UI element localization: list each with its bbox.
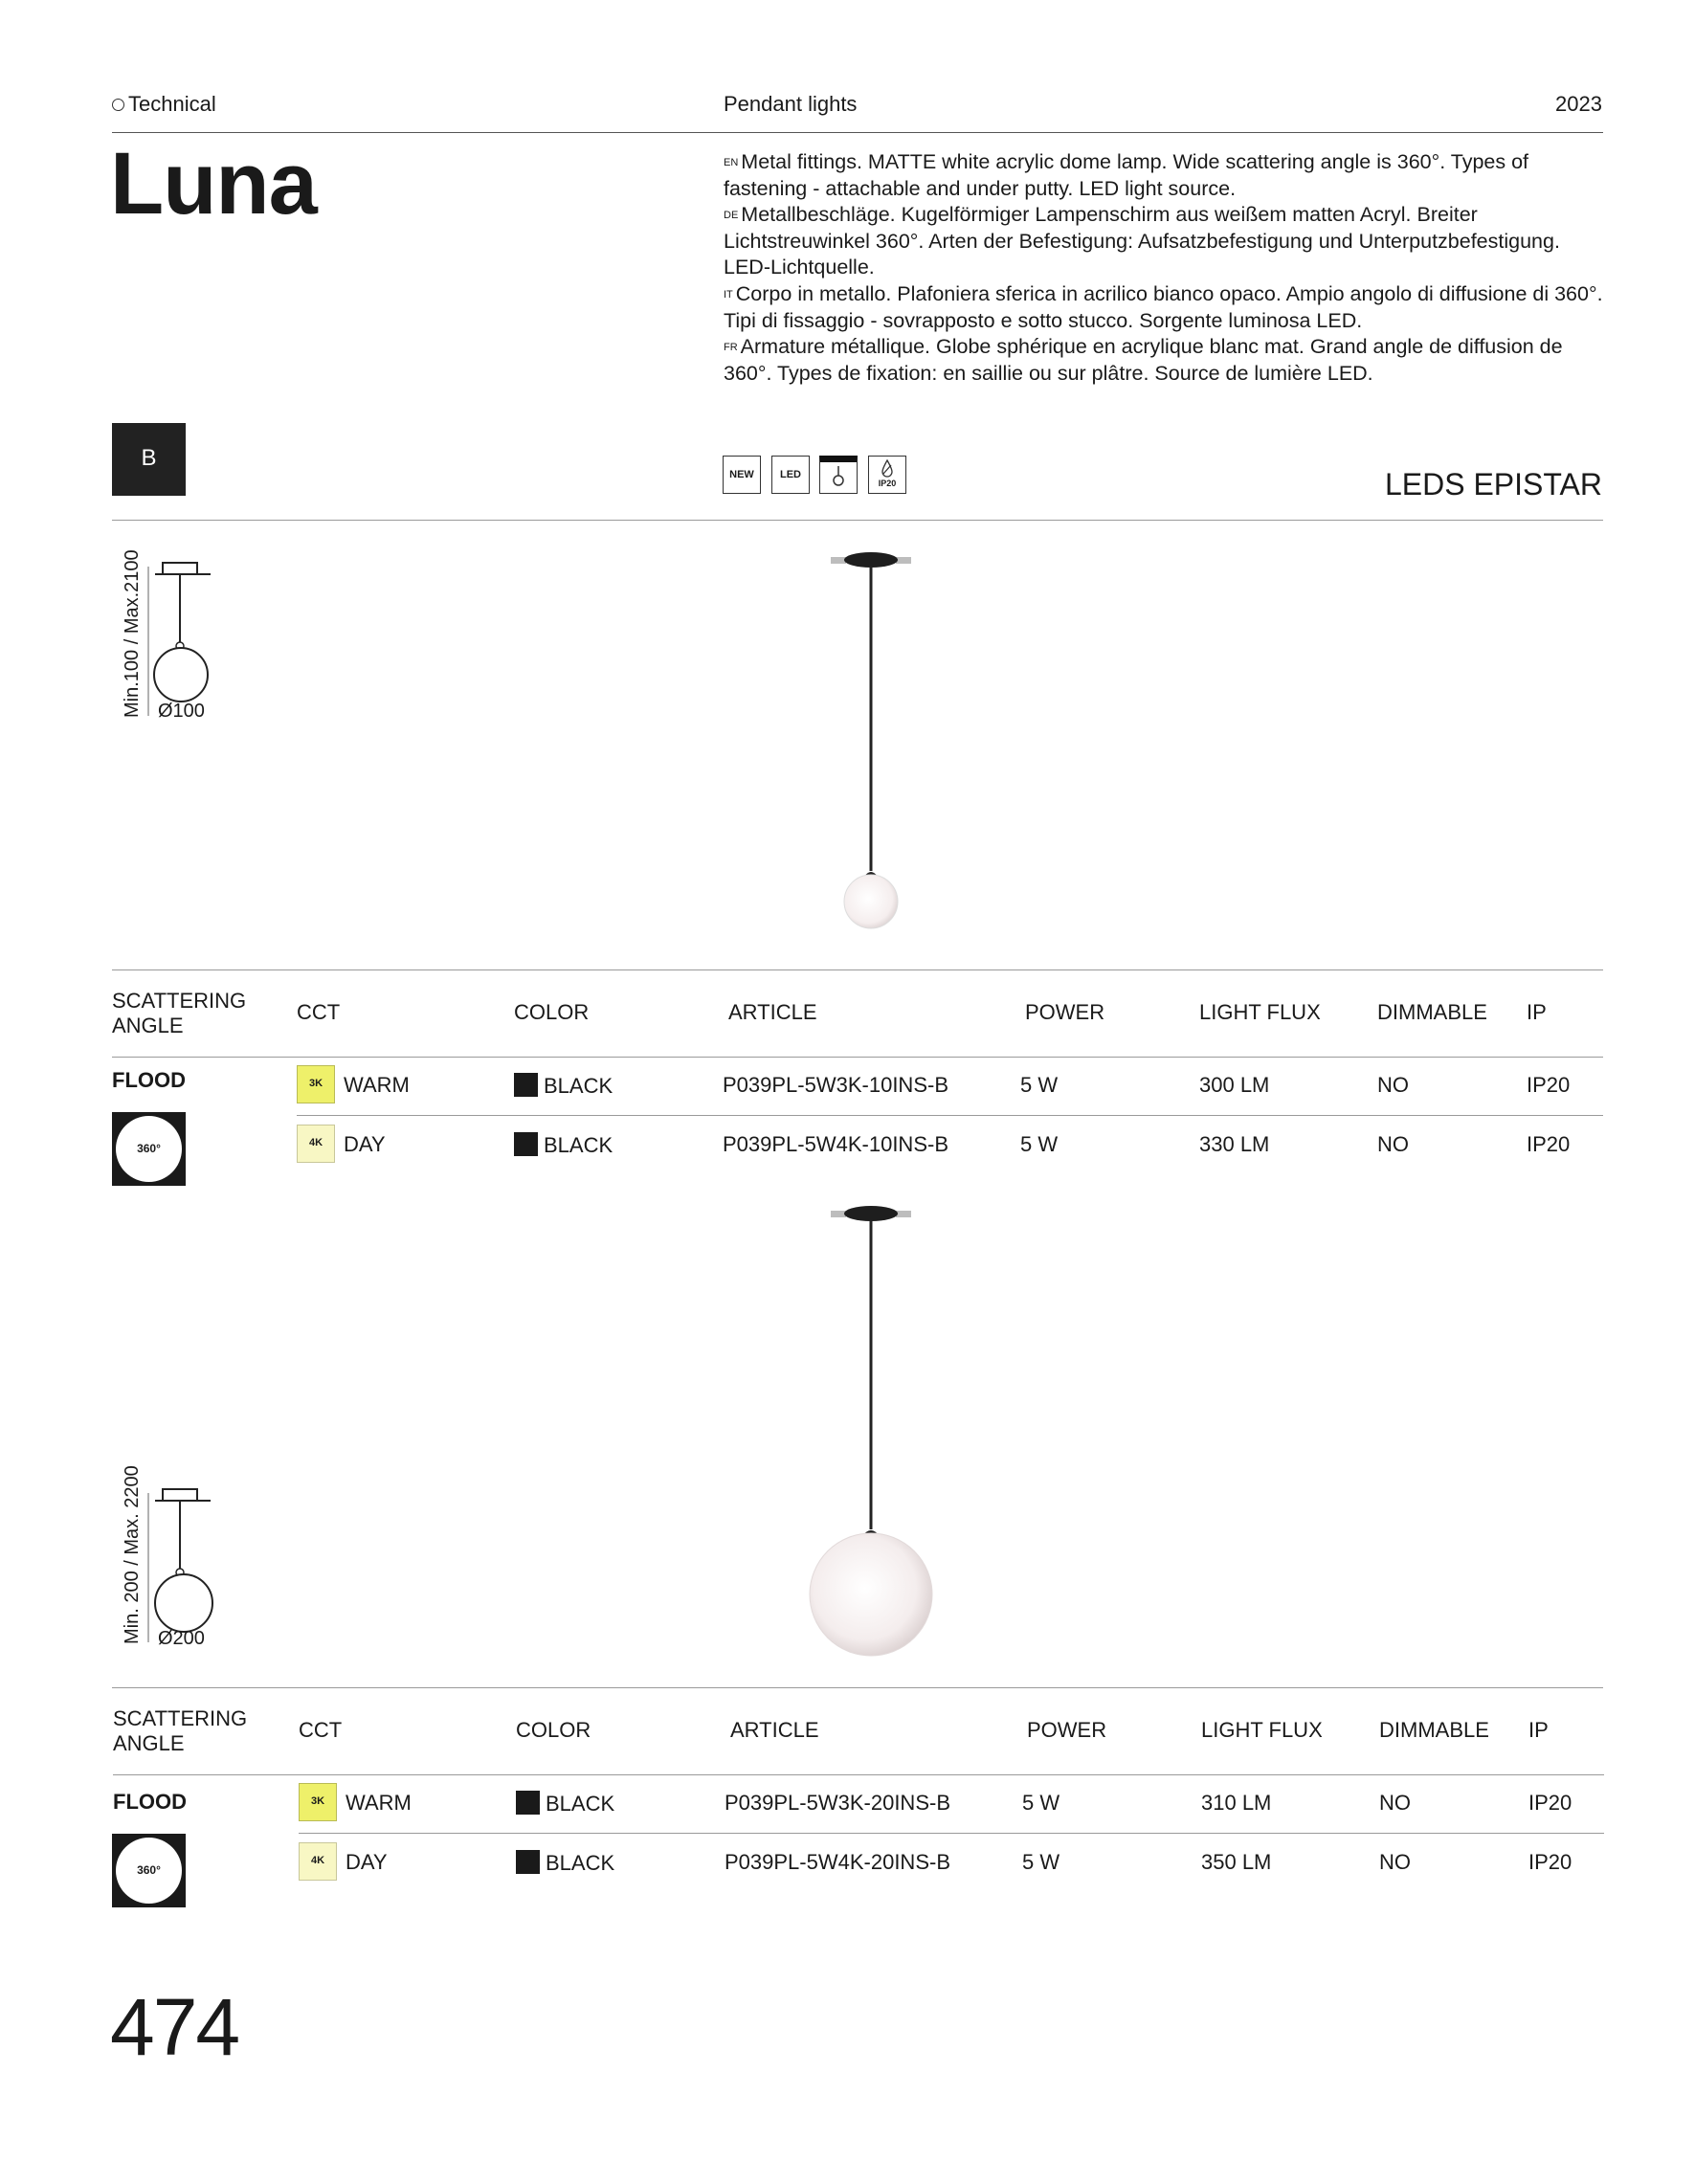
th-power: POWER [1025, 1000, 1105, 1024]
color-swatch [516, 1791, 540, 1815]
th-flux: LIGHT FLUX [1201, 1718, 1323, 1742]
section-rule [112, 520, 1603, 521]
ip-cell: IP20 [1528, 1850, 1572, 1874]
cct-badge: 4K [299, 1842, 337, 1881]
product-image-small [823, 547, 919, 930]
flux-cell: 310 LM [1201, 1791, 1272, 1815]
th-cct: CCT [299, 1718, 343, 1742]
year-label: 2023 [1555, 92, 1602, 116]
height-dimension: Min. 200 / Max. 2200 [122, 1465, 143, 1644]
ip-cell: IP20 [1528, 1791, 1572, 1815]
led-pictogram: LED [771, 456, 810, 494]
th-cct: CCT [297, 1000, 341, 1024]
th-flux: LIGHT FLUX [1199, 1000, 1321, 1024]
color-cell: BLACK [516, 1791, 614, 1816]
product-title: Luna [110, 135, 317, 233]
cct-name: WARM [346, 1791, 412, 1815]
article-cell: P039PL-5W4K-10INS-B [723, 1132, 948, 1156]
flux-cell: 350 LM [1201, 1850, 1272, 1874]
pendant-pictogram [819, 456, 858, 494]
th-article: ARTICLE [728, 1000, 817, 1024]
table2-header-rule [113, 1774, 1604, 1775]
cct-badge: 3K [297, 1065, 335, 1103]
power-cell: 5 W [1020, 1132, 1059, 1156]
ip-pictogram: IP20 [868, 456, 906, 494]
cct-name: DAY [346, 1850, 388, 1874]
th-article: ARTICLE [730, 1718, 819, 1742]
color-swatch [516, 1850, 540, 1874]
table2-top-rule [112, 1687, 1603, 1688]
section-label: Technical [112, 92, 216, 117]
th-scattering: SCATTERING ANGLE [112, 989, 247, 1037]
th-power: POWER [1027, 1718, 1107, 1742]
page-number: 474 [110, 1982, 239, 2072]
product-image-large [794, 1196, 948, 1665]
power-cell: 5 W [1022, 1850, 1060, 1874]
article-cell: P039PL-5W3K-20INS-B [725, 1791, 950, 1815]
category-badge: B [112, 423, 186, 496]
header-rule [112, 132, 1603, 133]
th-ip: IP [1527, 1000, 1547, 1024]
dimmable-cell: NO [1377, 1073, 1409, 1097]
ip-cell: IP20 [1527, 1132, 1571, 1156]
th-scattering: SCATTERING ANGLE [113, 1706, 248, 1755]
color-swatch [514, 1132, 538, 1156]
angle-badge: 360° [112, 1112, 186, 1186]
dimmable-cell: NO [1379, 1850, 1411, 1874]
color-cell: BLACK [514, 1132, 613, 1158]
th-dimmable: DIMMABLE [1377, 1000, 1487, 1024]
article-cell: P039PL-5W3K-10INS-B [723, 1073, 948, 1097]
power-cell: 5 W [1020, 1073, 1059, 1097]
height-dimension: Min.100 / Max.2100 [122, 549, 143, 718]
article-cell: P039PL-5W4K-20INS-B [725, 1850, 950, 1874]
product-description: $^{EN}$ Metal fittings. MATTE white acrylic dome lamp. Wide scattering angle is 360°. Types of fastening - attachable and under putty. LED light source. $^{DE}$ Metallbeschläge. Kugelförmiger Lampenschirm aus weißem matten Acryl. Breiter Lichtstreuwinkel 360°. Arten der Befestigung: Aufsatzbefestigung und Unterputzbefestigung. LED-Lichtquelle. $^{IT}$ Corpo in metallo. Plafoniera sferica in acrilico bianco opaco. Ampio angolo di diffusione di 360°. Tipi di fissaggio - sovrapposto e sotto stucco. Sorgente luminosa LED. $^{FR}$ Armature métallique. Globe sphérique en acrylique blanc mat. Grand angle de diffusion de 360°. Types de fixation: en saillie ou sur plâtre. Source de lumière LED. [724, 150, 1603, 385]
angle-badge: 360° [112, 1834, 186, 1907]
cct-badge: 3K [299, 1783, 337, 1821]
th-color: COLOR [516, 1718, 591, 1742]
cct-badge: 4K [297, 1125, 335, 1163]
th-dimmable: DIMMABLE [1379, 1718, 1489, 1742]
flux-cell: 330 LM [1199, 1132, 1270, 1156]
cct-name: DAY [344, 1132, 386, 1156]
dimmable-cell: NO [1377, 1132, 1409, 1156]
power-cell: 5 W [1022, 1791, 1060, 1815]
diameter-label: Ø200 [158, 1628, 205, 1649]
brand-line: LEDS EPISTAR [1384, 467, 1602, 501]
cct-name: WARM [344, 1073, 410, 1097]
pendant-icon [821, 464, 856, 491]
color-cell: BLACK [516, 1850, 614, 1876]
new-pictogram: NEW [723, 456, 761, 494]
circle-icon [112, 99, 124, 111]
flux-cell: 300 LM [1199, 1073, 1270, 1097]
row-rule [297, 1115, 1603, 1116]
row-rule [299, 1833, 1604, 1834]
table1-top-rule [112, 969, 1603, 970]
color-swatch [514, 1073, 538, 1097]
category-label: Pendant lights [724, 92, 858, 116]
table1-header-rule [112, 1057, 1603, 1058]
drop-icon [870, 457, 904, 479]
dimmable-cell: NO [1379, 1791, 1411, 1815]
diameter-label: Ø100 [158, 701, 205, 722]
color-cell: BLACK [514, 1073, 613, 1099]
scatter-label: FLOOD [113, 1790, 187, 1814]
th-color: COLOR [514, 1000, 590, 1024]
scatter-label: FLOOD [112, 1068, 186, 1092]
th-ip: IP [1528, 1718, 1549, 1742]
ip-cell: IP20 [1527, 1073, 1571, 1097]
